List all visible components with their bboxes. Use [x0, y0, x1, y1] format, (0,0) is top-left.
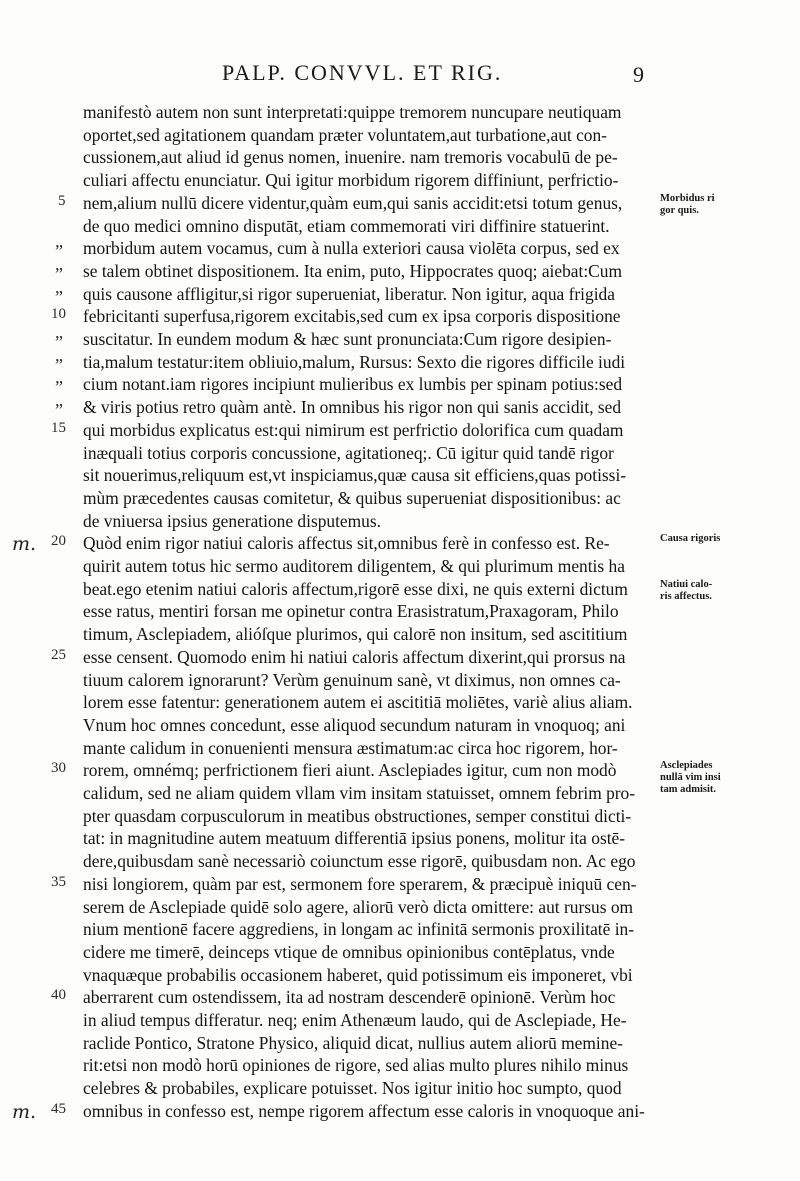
line-number: 35 [51, 873, 66, 890]
text-line: tiuum calorem ignorarunt? Verùm genuinum sanè, vt diximus, non omnes ca- [83, 669, 621, 690]
quotation-mark: „ [55, 276, 63, 297]
text-line: quis causone affligitur,si rigor superueniat, liberatur. Non igitur, aqua frigida [83, 283, 615, 304]
margin-note: Morbidus ri gor quis. [660, 192, 715, 216]
line-number: 25 [51, 646, 66, 663]
text-line: lorem esse fatentur: generationem autem ei ascititiā moliētes, variè alius aliam. [83, 692, 633, 713]
line-number: 45 [51, 1100, 66, 1117]
text-line: omnibus in confesso est, nempe rigorem affectum esse caloris in vnoquoque ani- [83, 1100, 645, 1121]
text-line: nisi longiorem, quàm par est, sermonem fore sperarem, & præcipuè iniquū cen- [83, 873, 637, 894]
margin-note: Causa rigoris [660, 533, 721, 545]
handwritten-mark: m. [12, 1100, 37, 1123]
text-line: Quòd enim rigor natiui caloris affectus sit,omnibus ferè in confesso est. Re- [83, 533, 610, 554]
text-line: qui morbidus explicatus est:qui nimirum est perfrictio dolorifica cum quadam [83, 419, 624, 440]
page-number: 9 [633, 62, 644, 87]
text-line: esse censent. Quomodo enim hi natiui caloris affectum dixerint,qui prorsus na [83, 646, 626, 667]
text-line: cidere me timerē, deinceps vtique de omnibus opinionibus contēplatus, vnde [83, 941, 615, 962]
text-line: tat: in magnitudine autem meatuum differentiā ipsius ponens, molitur ita ostē- [83, 828, 626, 849]
text-line: oportet,sed agitationem quandam præter voluntatem,aut turbatione,aut con- [83, 124, 607, 145]
text-line: vnaquæque probabilis occasionem haberet, quid potissimum eis imponeret, vbi [83, 964, 633, 985]
quotation-mark: „ [55, 367, 63, 388]
text-line: febricitanti superfusa,rigorem excitabis,sed cum ex ipsa corporis dispositione [83, 306, 621, 327]
text-line: de quo medici omnino disputāt, etiam commemorati viri diffinire statuerint. [83, 215, 610, 236]
text-line: & viris potius retro quàm antè. In omnibus his rigor non qui sanis accidit, sed [83, 397, 622, 418]
text-line: cium notant.iam rigores incipiunt mulieribus ex lumbis per spinam potius:sed [83, 374, 623, 395]
text-line: se talem obtinet dispositionem. Ita enim, puto, Hippocrates quoq; aiebat:Cum [83, 260, 623, 281]
text-line: timum, Asclepiadem, alióſque plurimos, qui calorē non insitum, sed ascititium [83, 624, 628, 645]
text-line: beat.ego etenim natiui caloris affectum,rigorē esse dixi, ne quis externi dictum [83, 578, 628, 599]
text-line: quirit autem totus hic sermo auditorem diligentem, & qui plurimum mentis ha [83, 556, 625, 576]
text-line: suscitatur. In eundem modum & hæc sunt pronunciata:Cum rigore desipien- [83, 329, 612, 349]
text-line: tia,malum testatur:item obliuio,malum, Rursus: Sexto die rigores difficile iudi [83, 351, 626, 372]
text-line: dere,quibusdam sanè necessariò coiunctum esse rigorē, quibusdam non. Ac ego [83, 851, 636, 872]
quotation-mark: „ [55, 390, 63, 411]
text-line: sit nouerimus,reliquum est,vt inspiciamus,quæ causa sit efficiens,quas potissi- [83, 465, 627, 486]
line-number: 20 [51, 533, 66, 550]
text-line: inæquali totius corporis concussione, agitationeq;. Cū igitur quid tandē rigor [83, 442, 614, 463]
line-number: 40 [51, 987, 66, 1004]
text-line: culiari affectu enunciatur. Qui igitur morbidum rigorem diffiniunt, perfrictio- [83, 170, 619, 191]
margin-note: Natiui calo- ris affectus. [660, 578, 713, 602]
quotation-mark: „ [55, 231, 63, 252]
quotation-mark: „ [55, 253, 63, 274]
text-line: cussionem,aut aliud id genus nomen, inuenire. nam tremoris vocabulū de pe- [83, 147, 618, 168]
handwritten-mark: m. [12, 533, 37, 556]
line-number: 5 [58, 192, 66, 209]
text-line: rorem, omnémq; perfrictionem fieri aiunt. Asclepiades igitur, cum non modò [83, 760, 617, 781]
text-line: raclide Pontico, Stratone Physico, aliquid dicat, nullius autem aliorū memine- [83, 1032, 623, 1053]
text-line: calidum, sed ne aliam quidem vllam vim insitam statuisset, omnem febrim pro- [83, 783, 636, 803]
text-line: serem de Asclepiade quidē solo agere, aliorū verò dicta omittere: aut rursus om [83, 896, 634, 917]
margin-note: Asclepiades nullā vim insi tam admisit. [660, 760, 721, 796]
text-line: de vniuersa ipsius generatione disputemus. [83, 510, 381, 531]
line-number: 15 [51, 419, 66, 436]
text-line: esse ratus, mentiri forsan me opinetur contra Erasistratum,Praxagoram, Philo [83, 601, 619, 622]
text-line: Vnum hoc omnes concedunt, esse aliquod secundum naturam in vnoquoq; ani [83, 714, 626, 735]
quotation-mark: „ [55, 344, 63, 365]
text-line: in aliud tempus differatur. neq; enim Athenæum laudo, qui de Asclepiade, He- [83, 1010, 627, 1030]
quotation-mark: „ [55, 322, 63, 342]
line-number: 10 [51, 306, 66, 323]
text-line: nium mentionē facere aggrediens, in longam ac infinitā sermonis proxilitatē in- [83, 919, 635, 940]
text-line: manifestò autem non sunt interpretati:quippe tremorem nuncupare neutiquam [83, 102, 622, 122]
text-line: mante calidum in conuenienti mensura æstimatum:ac circa hoc rigorem, hor- [83, 737, 618, 758]
text-line: aberrarent cum ostendissem, ita ad nostram descenderē opinionē. Verùm hoc [83, 987, 616, 1008]
text-line: mùm præcedentes causas comitetur, & quibus superueniat dispositionibus: ac [83, 487, 621, 508]
running-title: PALP. CONVVL. ET RIG. [222, 60, 503, 85]
text-line: celebres & probabiles, explicare potuisset. Nos igitur initio hoc sumpto, quod [83, 1078, 622, 1099]
text-line: nem,alium nullū dicere videntur,quàm eum,qui sanis accidit:etsi totum genus, [83, 192, 623, 213]
text-line: rit:etsi non modò horū opiniones de rigore, sed alias multo plures nihilo minus [83, 1055, 629, 1076]
line-number: 30 [51, 760, 66, 777]
text-line: morbidum autem vocamus, cum à nulla exteriori causa violēta corpus, sed ex [83, 238, 620, 259]
text-line: pter quasdam corpusculorum in meatibus obstructiones, semper constitui dicti- [83, 805, 632, 826]
